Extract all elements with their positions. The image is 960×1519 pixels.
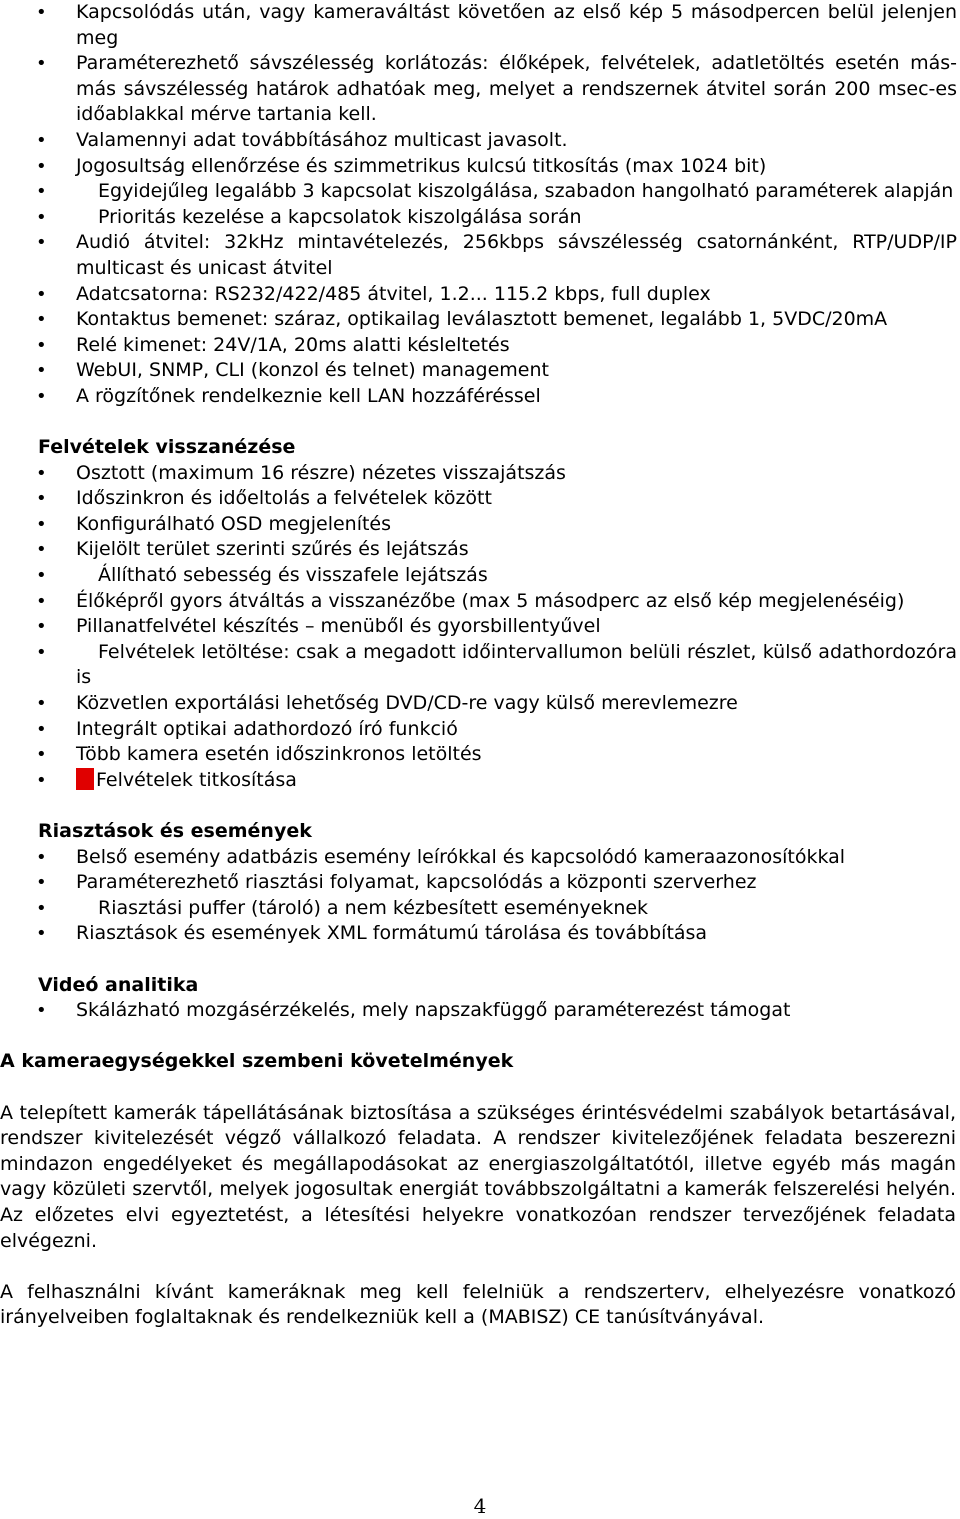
list-item: • Adatcsatorna: RS232/422/485 átvitel, 1.2... 115.2 kbps, full duplex xyxy=(0,282,960,308)
list-item: • Skálázható mozgásérzékelés, mely napszakfüggő paraméterezést támogat xyxy=(0,998,960,1024)
list-item: • Osztott (maximum 16 részre) nézetes visszajátszás xyxy=(0,461,960,487)
page-number: 4 xyxy=(473,1494,487,1518)
camera-paragraph-1: A telepített kamerák tápellátásának biztosítása a szükséges érintésvédelmi szabályok betartásával, rendszer kivitelezését végző vállalkozó feladata. A rendszer kivitelezőjének feladata beszerezni mindazon engedélyeket és megállapodásokat az energiaszolgáltatótól, illetve egyéb más magán vagy közületi szervtől, melyek jogosultak energiát továbbszolgáltatni a kamerák felszerelési helyén. Az előzetes elvi egyeztetést, a létesítési helyekre vonatkozóan rendszer tervezőjének feladata elvégezni. xyxy=(0,1101,956,1252)
list-item: • Pillanatfelvétel készítés – menüből és gyorsbillentyűvel xyxy=(0,614,960,640)
list-item: • A rögzítőnek rendelkeznie kell LAN hozzáféréssel xyxy=(0,384,960,410)
list-item: • Konfigurálható OSD megjelenítés xyxy=(0,512,960,538)
section-heading-playback: Felvételek visszanézése xyxy=(38,436,296,459)
section-heading-analytics: Videó analitika xyxy=(38,973,199,996)
list-item: • Audió átvitel: 32kHz mintavételezés, 256kbps sávszélesség csatornánként, RTP/UDP/IP multicast és unicast átvitel xyxy=(0,230,960,281)
alarms-list xyxy=(0,845,960,947)
list-item: • Felvételek titkosítása xyxy=(0,768,960,794)
playback-list xyxy=(0,461,960,794)
list-item: • Közvetlen exportálási lehetőség DVD/CD-re vagy külső merevlemezre xyxy=(0,691,960,717)
list-item: • Kontaktus bemenet: száraz, optikailag leválasztott bemenet, legalább 1, 5VDC/20mA xyxy=(0,307,960,333)
list-item: • Paraméterezhető riasztási folyamat, kapcsolódás a központi szerverhez xyxy=(0,870,960,896)
requirements-list xyxy=(0,0,960,410)
list-item: • Relé kimenet: 24V/1A, 20ms alatti késleltetés xyxy=(0,333,960,359)
list-item: • Valamennyi adat továbbításához multicast javasolt. xyxy=(0,128,960,154)
list-item: • Felvételek letöltése: csak a megadott időintervallumon belüli részlet, külső adathordozóra is xyxy=(0,640,960,691)
list-item: • Kijelölt terület szerinti szűrés és lejátszás xyxy=(0,537,960,563)
red-marker-icon xyxy=(76,768,94,790)
list-item: • Integrált optikai adathordozó író funkció xyxy=(0,717,960,743)
list-item: • Élőképről gyors átváltás a visszanézőbe (max 5 másodperc az első kép megjelenéséig) xyxy=(0,589,960,615)
list-item: • Riasztási puffer (tároló) a nem kézbesített eseményeknek xyxy=(0,896,960,922)
camera-requirements-heading: A kameraegységekkel szembeni követelmények xyxy=(0,1050,514,1073)
analytics-list xyxy=(0,998,960,1024)
list-item: • Több kamera esetén időszinkronos letöltés xyxy=(0,742,960,768)
list-item: • Prioritás kezelése a kapcsolatok kiszolgálása során xyxy=(0,205,960,231)
camera-paragraph-2: A felhasználni kívánt kameráknak meg kell felelniük a rendszerterv, elhelyezésre vonatkozó irányelveiben foglaltaknak és rendelkezniük kell a (MABISZ) CE tanúsítványával. xyxy=(0,1280,956,1329)
section-heading-alarms: Riasztások és események xyxy=(38,820,312,842)
list-item: • Egyidejűleg legalább 3 kapcsolat kiszolgálása, szabadon hangolható paraméterek alapján xyxy=(0,179,960,205)
list-item: • Belső esemény adatbázis esemény leírókkal és kapcsolódó kameraazonosítókkal xyxy=(0,845,960,871)
list-item: • Riasztások és események XML formátumú tárolása és továbbítása xyxy=(0,921,960,947)
list-item: • Paraméterezhető sávszélesség korlátozás: élőképek, felvételek, adatletöltés esetén más-más sávszélesség határok adhatóak meg, melyet a rendszernek átvitel során 200 msec-es időablakkal mérve tartania kell. xyxy=(0,51,960,128)
list-item: • Jogosultság ellenőrzése és szimmetrikus kulcsú titkosítás (max 1024 bit) xyxy=(0,154,960,180)
list-item: • WebUI, SNMP, CLI (konzol és telnet) management xyxy=(0,358,960,384)
list-item: • Időszinkron és időeltolás a felvételek között xyxy=(0,486,960,512)
list-item: • Állítható sebesség és visszafele lejátszás xyxy=(0,563,960,589)
list-item: • Kapcsolódás után, vagy kameraváltást követően az első kép 5 másodpercen belül jelenjen meg xyxy=(0,0,960,51)
